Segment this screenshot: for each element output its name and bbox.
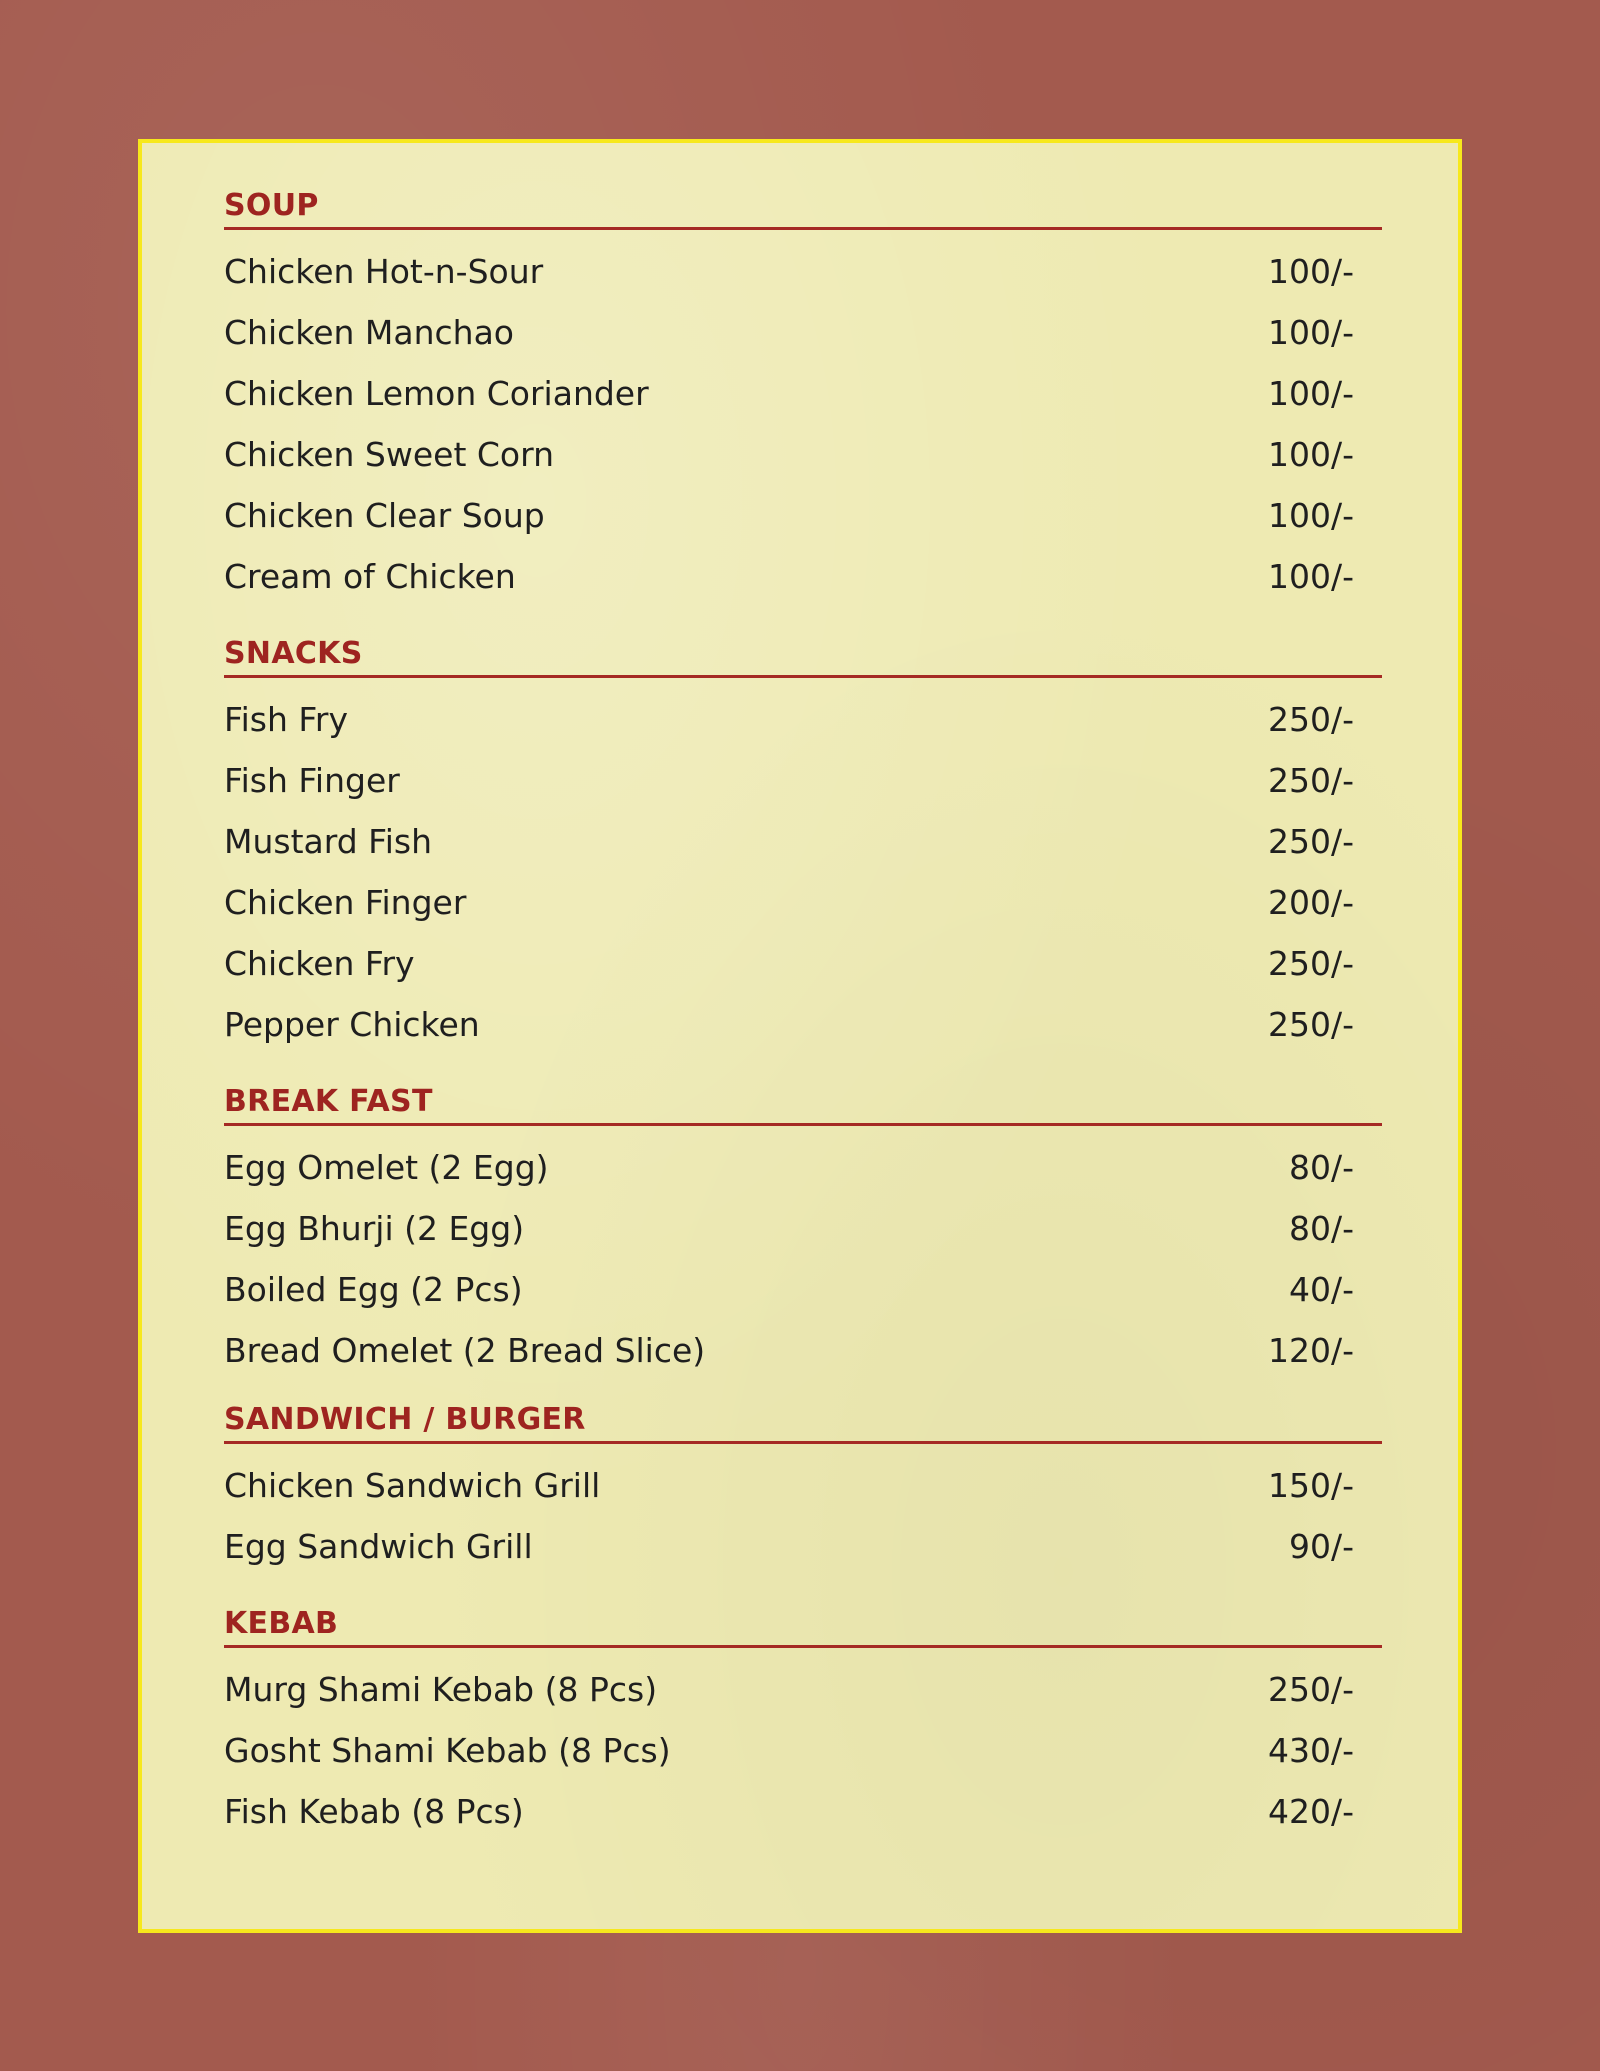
item-name: Egg Omelet (2 Egg) [224, 1148, 549, 1187]
section-title: SANDWICH / BURGER [224, 1402, 586, 1437]
item-name: Chicken Sandwich Grill [224, 1466, 601, 1505]
item-name: Egg Bhurji (2 Egg) [224, 1209, 525, 1248]
section-snacks [224, 635, 1382, 1056]
item-name: Chicken Manchao [224, 313, 514, 352]
item-price: 100/- [1267, 252, 1354, 291]
section-title: KEBAB [224, 1606, 339, 1641]
menu-item [224, 1782, 1382, 1843]
menu-content [224, 187, 1382, 1843]
menu-item [224, 425, 1382, 486]
section-header [224, 1605, 1382, 1648]
item-name: Fish Finger [224, 761, 400, 800]
menu-item [224, 934, 1382, 995]
menu-item [224, 547, 1382, 608]
item-price: 90/- [1288, 1527, 1354, 1566]
item-name: Gosht Shami Kebab (8 Pcs) [224, 1731, 671, 1770]
item-list [224, 1126, 1382, 1382]
menu-item [224, 364, 1382, 425]
item-name: Boiled Egg (2 Pcs) [224, 1270, 523, 1309]
item-price: 100/- [1267, 313, 1354, 352]
item-list [224, 1648, 1382, 1843]
item-price: 250/- [1267, 822, 1354, 861]
item-price: 100/- [1267, 496, 1354, 535]
menu-card [138, 139, 1462, 1933]
item-price: 100/- [1267, 374, 1354, 413]
menu-item [224, 303, 1382, 364]
item-price: 200/- [1267, 883, 1354, 922]
item-price: 430/- [1267, 1731, 1354, 1770]
menu-item [224, 1517, 1382, 1578]
item-name: Cream of Chicken [224, 557, 516, 596]
menu-item [224, 1321, 1382, 1382]
item-name: Chicken Lemon Coriander [224, 374, 649, 413]
item-name: Pepper Chicken [224, 1005, 480, 1044]
item-name: Mustard Fish [224, 822, 433, 861]
item-price: 100/- [1267, 557, 1354, 596]
section-soup [224, 187, 1382, 608]
item-price: 80/- [1288, 1148, 1354, 1187]
menu-item [224, 1199, 1382, 1260]
section-header [224, 635, 1382, 678]
section-kebab [224, 1605, 1382, 1843]
menu-item [224, 995, 1382, 1056]
menu-item [224, 690, 1382, 751]
item-list [224, 1444, 1382, 1578]
item-name: Fish Kebab (8 Pcs) [224, 1792, 524, 1831]
section-sandwich-burger [224, 1401, 1382, 1578]
item-price: 250/- [1267, 1005, 1354, 1044]
menu-item [224, 1660, 1382, 1721]
item-name: Fish Fry [224, 700, 349, 739]
menu-item [224, 1456, 1382, 1517]
section-header [224, 1083, 1382, 1126]
item-price: 250/- [1267, 1670, 1354, 1709]
item-price: 120/- [1267, 1331, 1354, 1370]
menu-item [224, 873, 1382, 934]
item-price: 150/- [1267, 1466, 1354, 1505]
item-price: 250/- [1267, 761, 1354, 800]
menu-item [224, 242, 1382, 303]
item-price: 420/- [1267, 1792, 1354, 1831]
menu-item [224, 1138, 1382, 1199]
item-list [224, 678, 1382, 1056]
item-name: Murg Shami Kebab (8 Pcs) [224, 1670, 658, 1709]
item-price: 250/- [1267, 944, 1354, 983]
item-price: 40/- [1288, 1270, 1354, 1309]
section-header [224, 187, 1382, 230]
item-name: Egg Sandwich Grill [224, 1527, 533, 1566]
menu-item [224, 1260, 1382, 1321]
section-title: SNACKS [224, 636, 363, 671]
item-price: 100/- [1267, 435, 1354, 474]
item-list [224, 230, 1382, 608]
menu-item [224, 1721, 1382, 1782]
item-price: 80/- [1288, 1209, 1354, 1248]
section-title: SOUP [224, 188, 319, 223]
item-name: Chicken Sweet Corn [224, 435, 555, 474]
item-name: Chicken Hot-n-Sour [224, 252, 544, 291]
item-name: Chicken Fry [224, 944, 415, 983]
menu-item [224, 486, 1382, 547]
item-name: Chicken Finger [224, 883, 467, 922]
section-breakfast [224, 1083, 1382, 1382]
item-name: Bread Omelet (2 Bread Slice) [224, 1331, 706, 1370]
section-header [224, 1401, 1382, 1444]
section-title: BREAK FAST [224, 1084, 433, 1119]
item-price: 250/- [1267, 700, 1354, 739]
menu-item [224, 812, 1382, 873]
menu-item [224, 751, 1382, 812]
item-name: Chicken Clear Soup [224, 496, 545, 535]
